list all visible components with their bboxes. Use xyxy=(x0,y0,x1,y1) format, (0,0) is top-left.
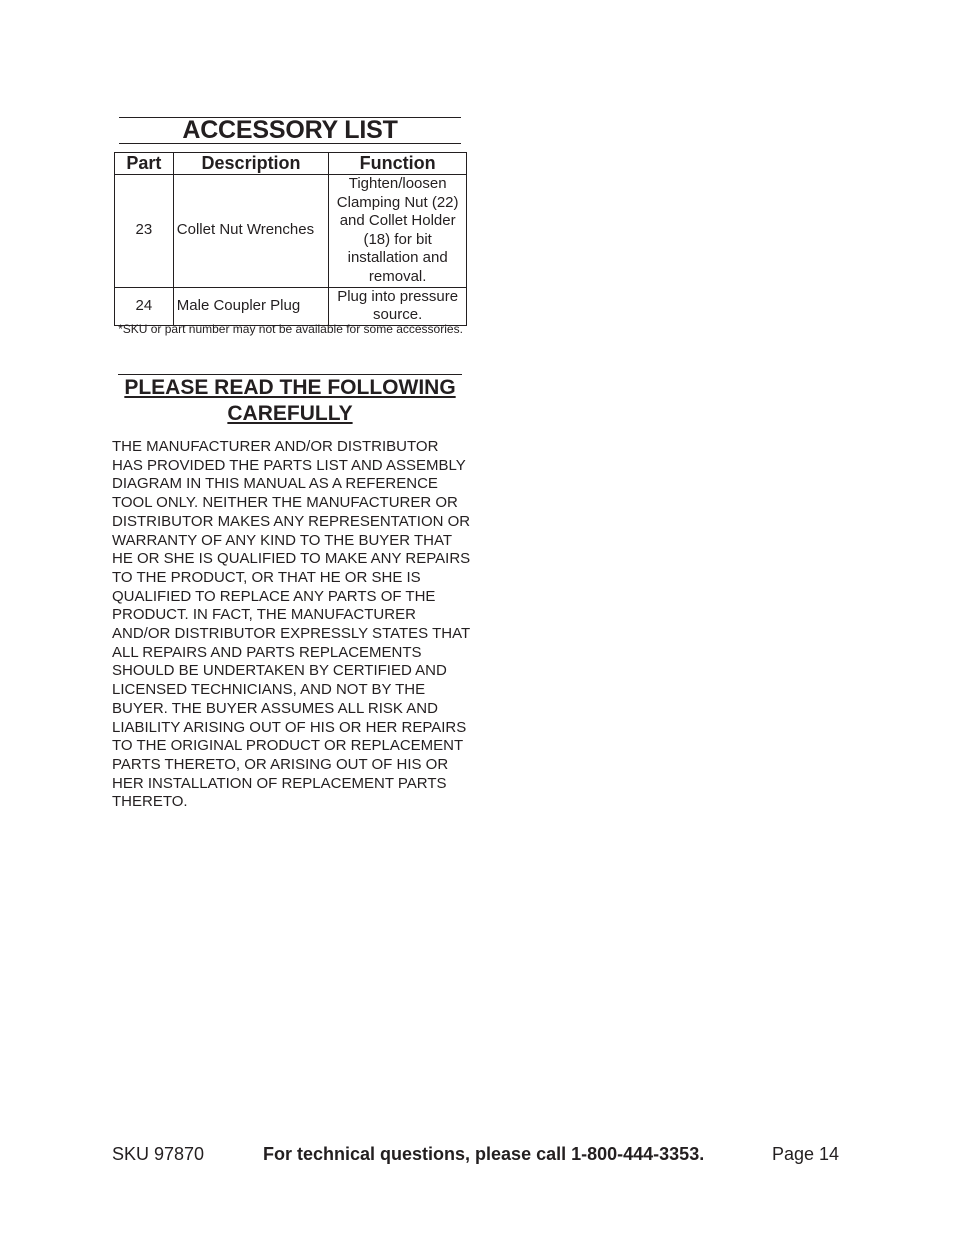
table-header-row xyxy=(115,153,467,175)
footer-technical-questions: For technical questions, please call 1-800-444-3353. xyxy=(263,1144,705,1164)
cell-description: Male Coupler Plug xyxy=(173,287,329,325)
cell-part: 24 xyxy=(115,287,174,325)
cell-function: Tighten/loosen Clamping Nut (22) and Collet Holder (18) for bit installation and removal. xyxy=(329,175,467,288)
notice-heading xyxy=(118,374,462,427)
cell-part: 23 xyxy=(115,175,174,288)
footer-sku: SKU 97870 xyxy=(112,1144,205,1164)
notice-body: THE MANUFACTURER AND/OR DISTRIBUTOR HAS PROVIDED THE PARTS LIST AND ASSEMBLY DIAGRAM IN THIS MANUAL AS A REFERENCE TOOL ONLY. NEITHER THE MANUFACTURER OR DISTRIBUTOR MAKES ANY REPRESENTATION OR WARRANTY OF ANY KIND TO THE BUYER THAT HE OR SHE IS QUALIFIED TO MAKE ANY REPAIRS TO THE PRODUCT, OR THAT HE OR SHE IS QUALIFIED TO REPLACE ANY PARTS OF THE PRODUCT. IN FACT, THE MANUFACTURER AND/OR DISTRIBUTOR EXPRESSLY STATES THAT ALL REPAIRS AND PARTS REPLACEMENTS SHOULD BE UNDERTAKEN BY CERTIFIED AND LICENSED TECHNICIANS, AND NOT BY THE BUYER. THE BUYER ASSUMES ALL RISK AND LIABILITY ARISING OUT OF HIS OR HER REPAIRS TO THE ORIGINAL PRODUCT OR REPLACEMENT PARTS THERETO, OR ARISING OUT OF HIS OR HER INSTALLATION OF REPLACEMENT PARTS THERETO. xyxy=(112,438,471,811)
column-header-description: Description xyxy=(173,153,329,175)
footer-page-number: Page 14 xyxy=(772,1144,840,1164)
cell-function: Plug into pressure source. xyxy=(329,287,467,325)
cell-description: Collet Nut Wrenches xyxy=(173,175,329,288)
accessory-table xyxy=(114,152,467,326)
notice-title: PLEASE READ THE FOLLOWING CAREFULLY xyxy=(124,376,456,425)
accessory-list-title: ACCESSORY LIST xyxy=(182,116,398,144)
table-row xyxy=(115,287,467,325)
column-header-part: Part xyxy=(115,153,174,175)
accessory-list-heading xyxy=(119,117,461,144)
column-header-function: Function xyxy=(329,153,467,175)
table-row xyxy=(115,175,467,288)
accessory-availability-note: *SKU or part number may not be available for some accessories. xyxy=(118,322,463,336)
